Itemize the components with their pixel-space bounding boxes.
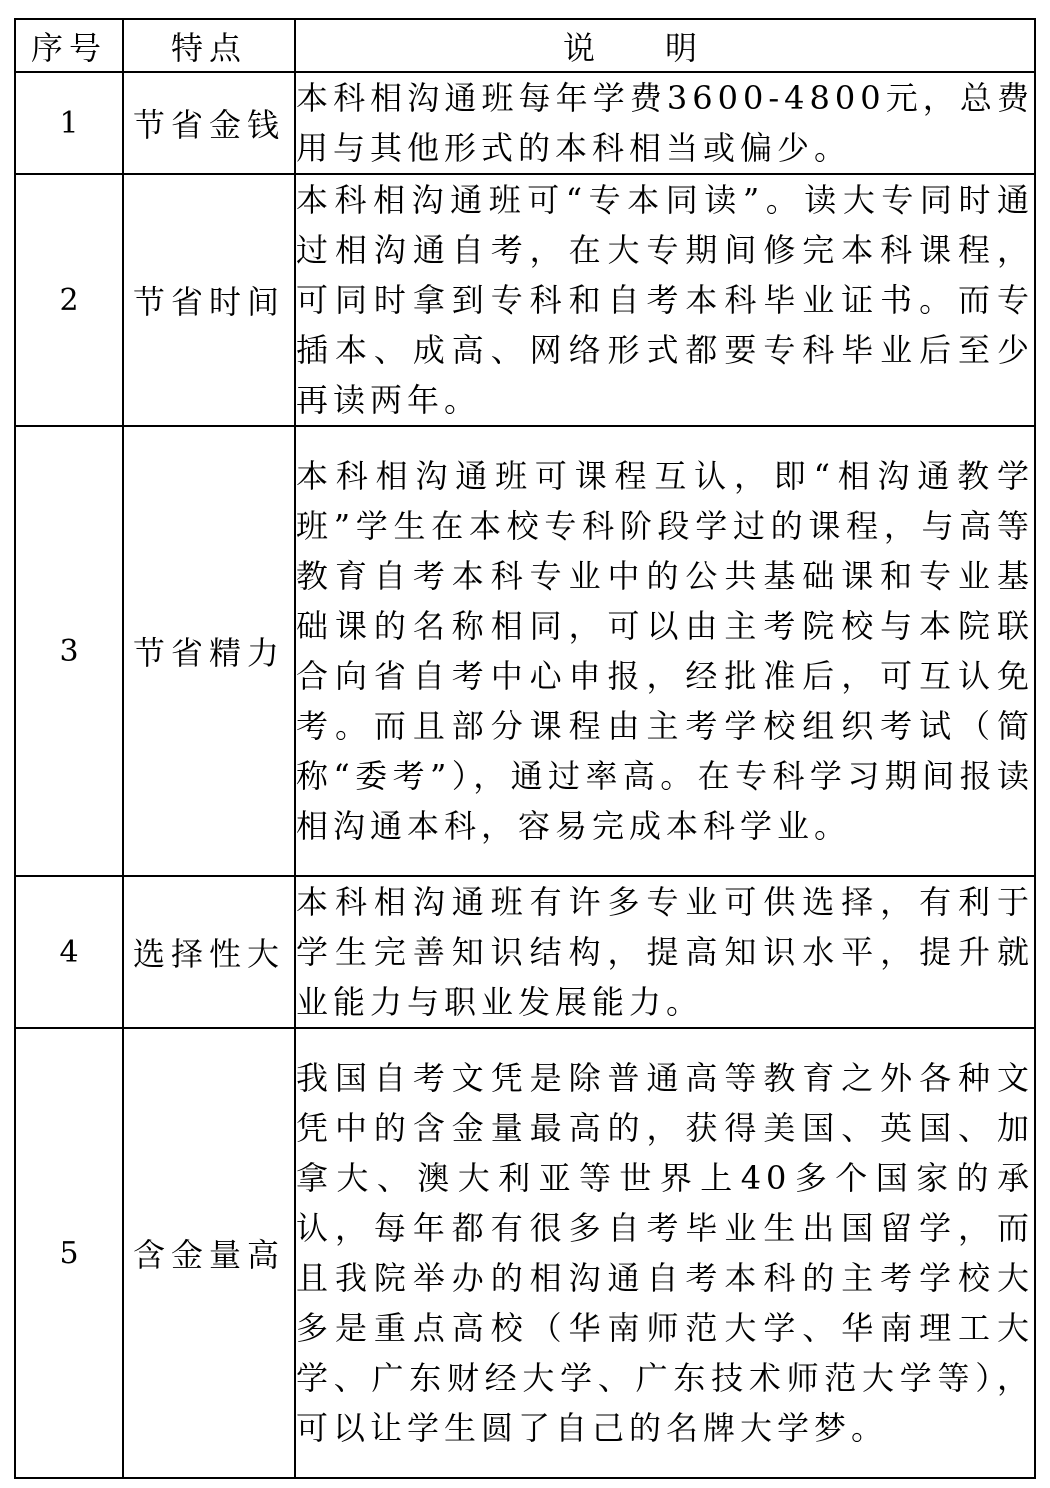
row-feature: 选择性大 [123, 876, 295, 1028]
header-row [15, 19, 1035, 72]
header-feature: 特点 [123, 19, 295, 72]
row-num: 5 [15, 1028, 123, 1478]
row-description: 本科相沟通班可“专本同读”。读大专同时通过相沟通自考，在大专期间修完本科课程，可同时拿到专科和自考本科毕业证书。而专插本、成高、网络形式都要专科毕业后至少再读两年。 [295, 174, 1035, 426]
row-description: 本科相沟通班可课程互认，即“相沟通教学班”学生在本校专科阶段学过的课程，与高等教育自考本科专业中的公共基础课和专业基础课的名称相同，可以由主考院校与本院联合向省自考中心申报，经批准后，可互认免考。而且部分课程由主考学校组织考试（简称“委考”），通过率高。在专科学习期间报读相沟通本科，容易完成本科学业。 [295, 426, 1035, 876]
row-num: 4 [15, 876, 123, 1028]
row-description: 本科相沟通班有许多专业可供选择，有利于学生完善知识结构，提高知识水平，提升就业能力与职业发展能力。 [295, 876, 1035, 1028]
table-row [15, 174, 1035, 426]
table-row [15, 1028, 1035, 1478]
header-num: 序号 [15, 19, 123, 72]
feature-table [14, 18, 1036, 1479]
row-description: 我国自考文凭是除普通高等教育之外各种文凭中的含金量最高的，获得美国、英国、加拿大、澳大利亚等世界上40多个国家的承认，每年都有很多自考毕业生出国留学，而且我院举办的相沟通自考本科的主考学校大多是重点高校（华南师范大学、华南理工大学、广东财经大学、广东技术师范大学等），可以让学生圆了自己的名牌大学梦。 [295, 1028, 1035, 1478]
table-row [15, 426, 1035, 876]
table-row [15, 72, 1035, 174]
row-description: 本科相沟通班每年学费3600-4800元，总费用与其他形式的本科相当或偏少。 [295, 72, 1035, 174]
row-feature: 节省精力 [123, 426, 295, 876]
row-num: 1 [15, 72, 123, 174]
header-description: 说明 [295, 19, 1035, 72]
row-num: 2 [15, 174, 123, 426]
row-num: 3 [15, 426, 123, 876]
table-row [15, 876, 1035, 1028]
row-feature: 节省时间 [123, 174, 295, 426]
row-feature: 节省金钱 [123, 72, 295, 174]
row-feature: 含金量高 [123, 1028, 295, 1478]
